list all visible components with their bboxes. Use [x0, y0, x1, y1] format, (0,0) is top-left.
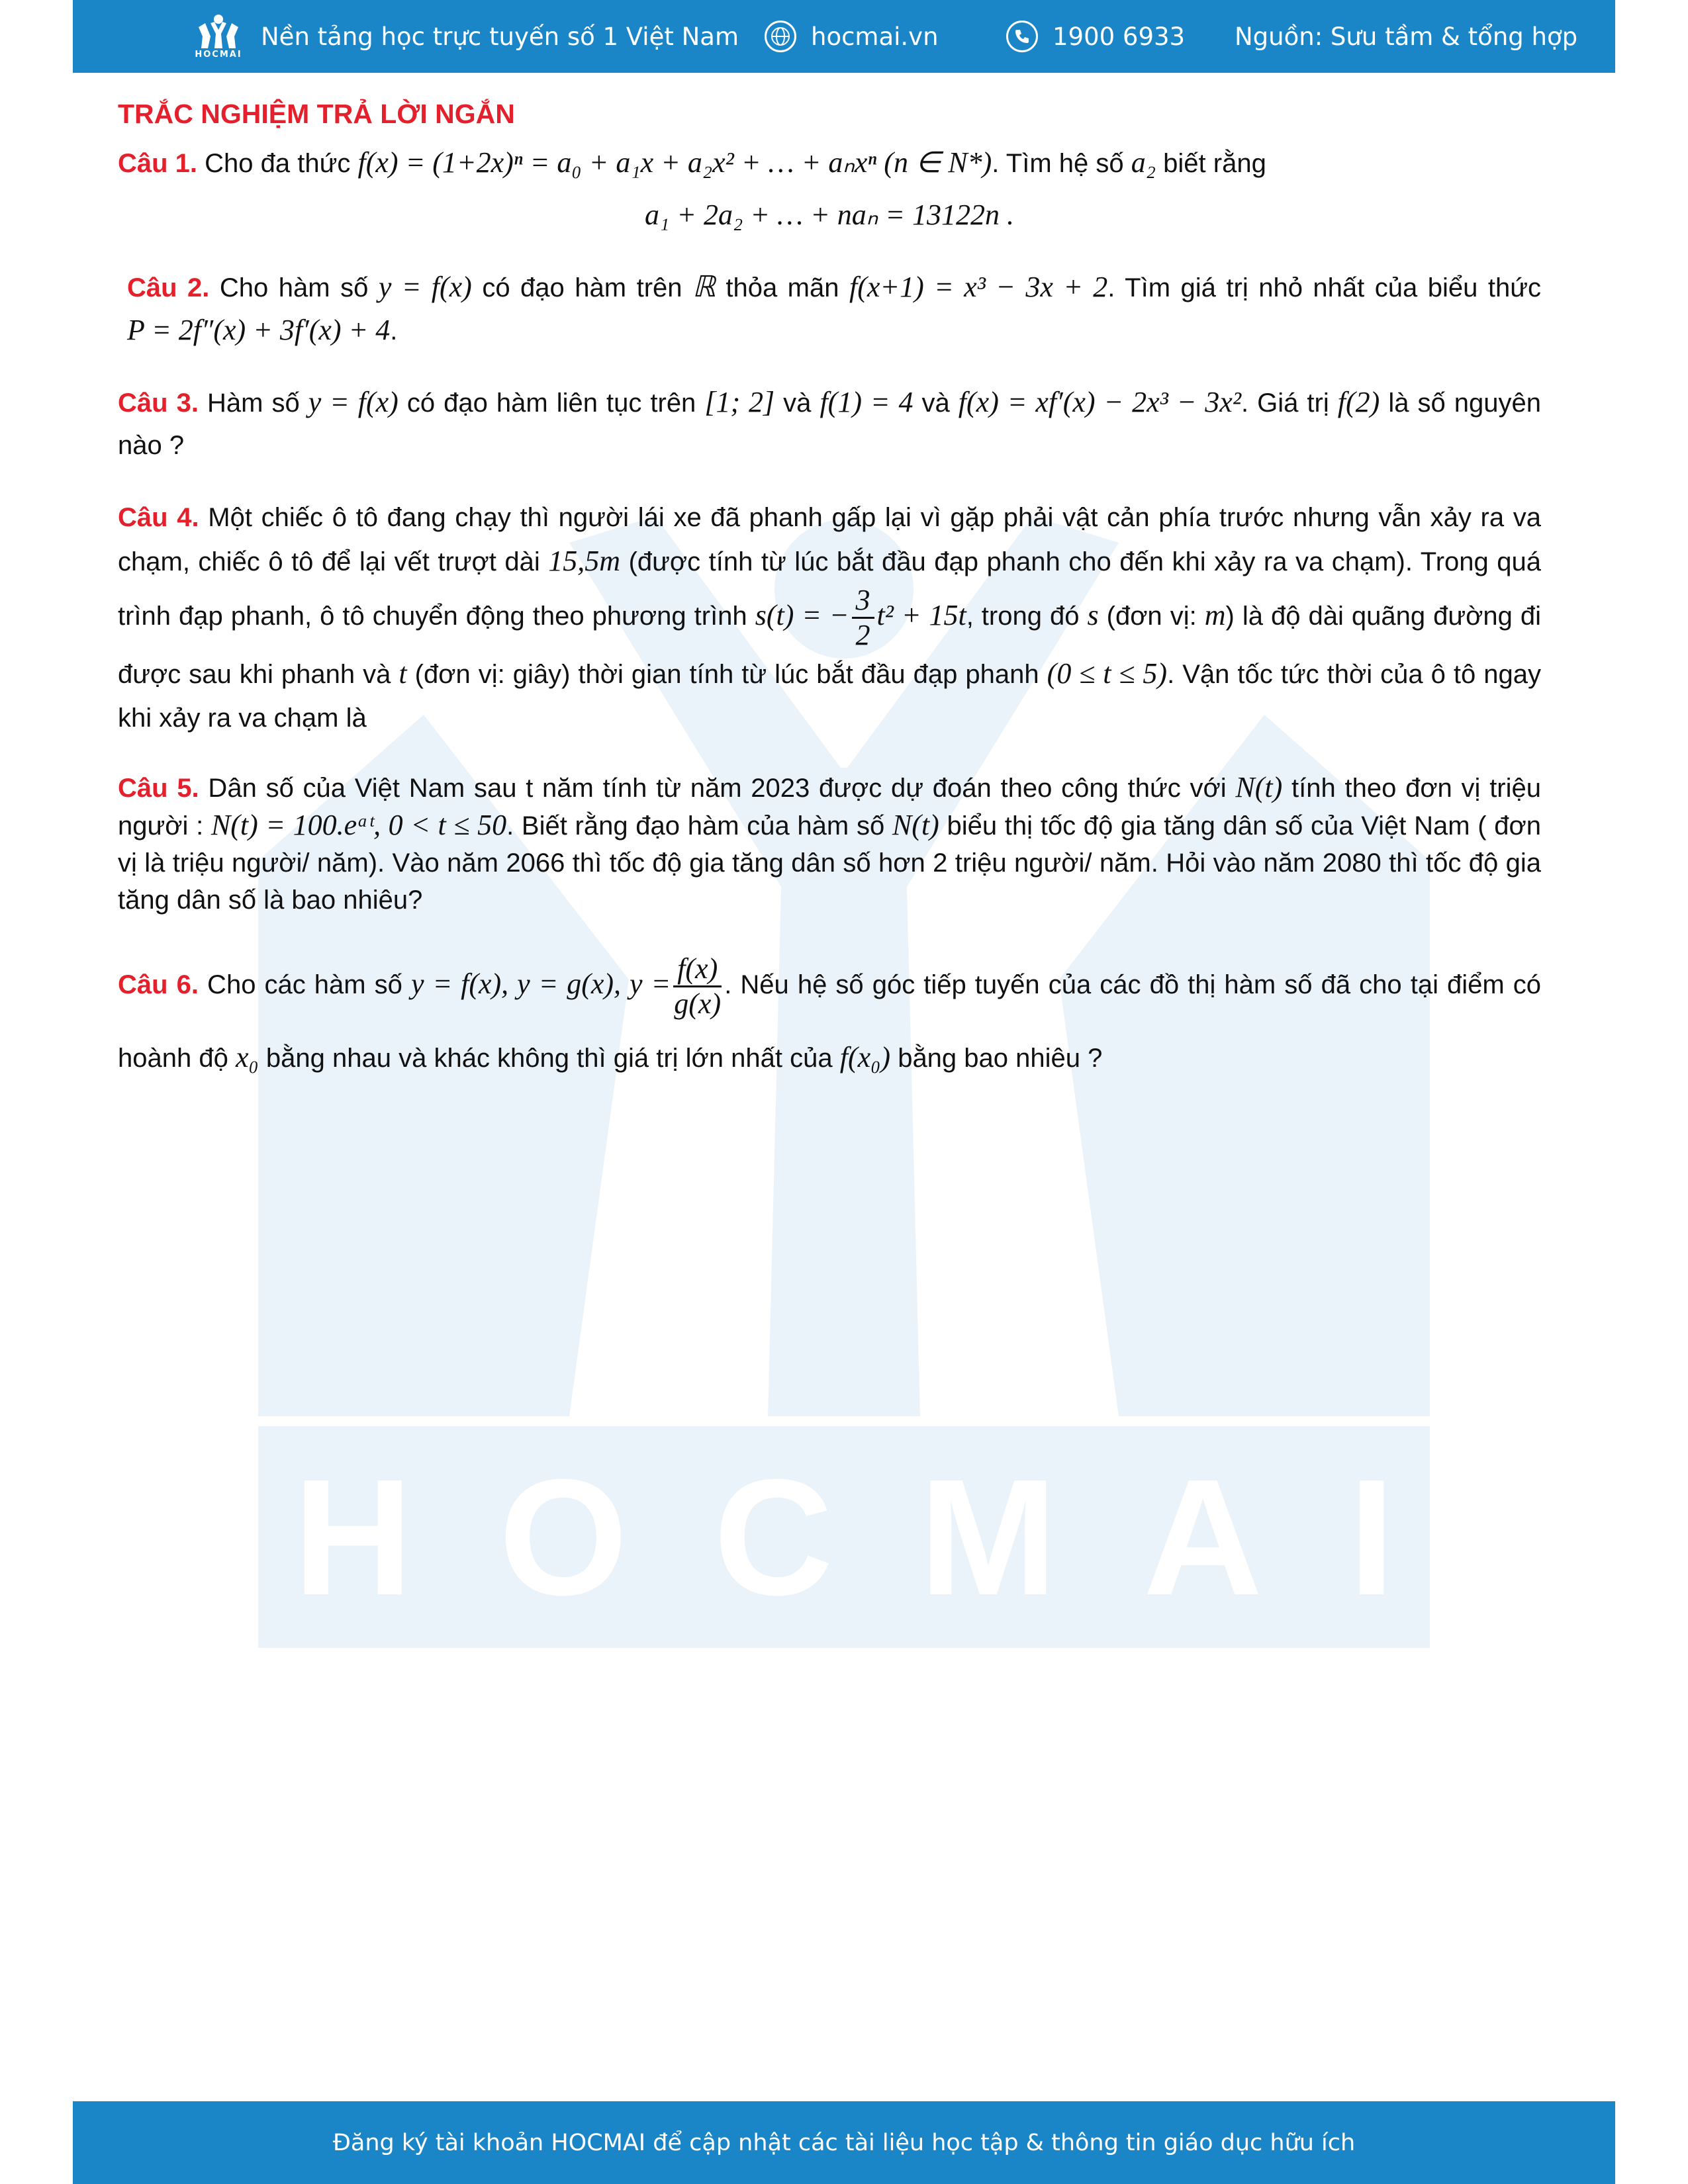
question-text: . Tìm hệ số — [992, 149, 1131, 178]
question-text: có đạo hàm trên — [471, 273, 692, 302]
question-label: Câu 1. — [118, 149, 198, 178]
watermark-banner — [258, 1426, 1481, 1648]
math-expression: s(t) = − — [755, 599, 849, 632]
question-text: . Tìm giá trị nhỏ nhất của biểu thức — [1107, 273, 1541, 302]
math-expression: f(x+1) = x³ − 3x + 2 — [849, 271, 1108, 303]
math-expression: N(t) — [1235, 771, 1283, 803]
math-expression: f(x) = xf′(x) − 2x³ − 3x² — [958, 386, 1242, 418]
question-text: . Biết rằng đạo hàm của hàm số — [506, 811, 892, 841]
question-text: ) là độ dài quãng đường đi được sau khi phanh và — [118, 602, 1541, 689]
math-expression: t² + 15t — [876, 599, 966, 632]
question-text: Cho đa thức — [197, 149, 358, 178]
math-expression: a₂ — [1131, 146, 1156, 179]
math-equation: a₁ + 2a₂ + … + naₙ = 13122n . — [644, 199, 1014, 231]
question-text: Cho các hàm số — [199, 970, 411, 999]
question-text: biểu thị tốc độ gia tăng dân số của Việt Nam ( đơn vị là triệu người/ năm). Vào năm 2066 thì tốc độ gia tăng dân số hơn 2 triệu người/ năm. Hỏi vào năm 2080 thì tốc độ gia tăng dân số là bao nhiêu? — [118, 811, 1541, 915]
header-bar — [73, 0, 1615, 73]
math-expression: s — [1087, 599, 1099, 632]
question-text: tính theo đơn vị triệu người : — [118, 774, 1542, 841]
question-3 — [118, 381, 1541, 467]
question-text: . — [390, 316, 398, 345]
question-text: Dân số của Việt Nam sau t năm tính từ năm 2023 được dự đoán theo công thức với — [199, 774, 1236, 803]
fraction — [673, 952, 722, 1021]
question-label: Câu 5. — [118, 774, 199, 803]
header-brand[interactable] — [192, 0, 739, 73]
math-expression: f(1) = 4 — [820, 386, 914, 418]
question-6 — [118, 948, 1541, 1095]
fraction — [852, 584, 874, 652]
math-expression: (0 ≤ t ≤ 5) — [1047, 657, 1168, 690]
logo-text: HOCMAI — [195, 49, 242, 60]
question-5 — [118, 769, 1541, 919]
globe-icon — [765, 21, 796, 52]
source-text: Nguồn: Sưu tầm & tổng hợp — [1235, 22, 1578, 51]
section-title: TRẮC NGHIỆM TRẢ LỜI NGẮN — [118, 99, 515, 129]
math-expression: f(x₀) — [839, 1041, 891, 1073]
question-label: Câu 6. — [118, 970, 199, 999]
question-text: bằng nhau và khác không thì giá trị lớn nhất của — [258, 1044, 840, 1073]
website-link: hocmai.vn — [811, 22, 939, 51]
fraction-numerator: 3 — [852, 584, 874, 619]
header-tagline: Nền tảng học trực tuyến số 1 Việt Nam — [261, 22, 739, 51]
question-text: có đạo hàm liên tục trên — [398, 388, 705, 418]
people-logo-icon — [197, 14, 240, 48]
math-expression: m — [1204, 599, 1226, 632]
question-text: là số nguyên nào ? — [118, 388, 1541, 460]
footer-bar — [73, 2101, 1615, 2184]
question-4 — [118, 496, 1541, 740]
question-label: Câu 3. — [118, 388, 199, 418]
question-label: Câu 4. — [118, 503, 199, 532]
math-expression: 15,5m — [548, 545, 621, 577]
question-text: và — [774, 388, 820, 418]
math-expression: y = f(x) — [378, 271, 472, 303]
question-label: Câu 2. — [127, 273, 210, 302]
question-text: . Giá trị — [1241, 388, 1338, 418]
math-expression: P = 2f″(x) + 3f′(x) + 4 — [127, 314, 391, 346]
question-text: biết rằng — [1156, 149, 1266, 178]
fraction-numerator: f(x) — [673, 952, 722, 987]
fraction-denominator: 2 — [855, 619, 870, 651]
question-text: thỏa mãn — [715, 273, 849, 302]
question-text: (đơn vị: — [1098, 602, 1205, 631]
question-text: , trong đó — [966, 602, 1088, 631]
phone-number: 1900 6933 — [1053, 22, 1186, 51]
question-text: bằng bao nhiêu ? — [890, 1044, 1103, 1073]
header-phone[interactable] — [1006, 0, 1185, 73]
math-expression: N(t) = 100.eᵃᵗ, 0 < t ≤ 50 — [211, 809, 507, 841]
math-expression: ℝ — [692, 271, 716, 303]
math-expression: [1; 2] — [704, 386, 775, 418]
math-expression: t — [399, 657, 407, 690]
question-text: (đơn vị: giây) thời gian tính từ lúc bắt đầu đạp phanh — [406, 660, 1047, 689]
header-source — [1235, 0, 1577, 73]
question-text: Một chiếc ô tô đang chạy thì người lái xe đã phanh gấp lại vì gặp phải vật cản phía trước nhưng vẫn xảy ra va chạm, chiếc ô tô để lại vết trượt dài — [118, 503, 1541, 576]
math-expression: N(t) — [892, 809, 939, 841]
watermark-text: HOCMAI — [293, 1445, 1481, 1629]
math-expression: x₀ — [235, 1041, 259, 1073]
header-website[interactable] — [765, 0, 939, 73]
footer-text: Đăng ký tài khoản HOCMAI để cập nhật các tài liệu học tập & thông tin giáo dục hữu ích — [332, 2129, 1356, 2156]
question-2 — [118, 266, 1541, 352]
math-expression: f(x) = (1+2x)ⁿ = a₀ + a₁x + a₂x² + … + aₙxⁿ (n ∈ N*) — [357, 146, 992, 179]
question-text: . Nếu hệ số góc tiếp tuyến của các đồ thị hàm số đã cho tại điểm có hoành độ — [118, 970, 1542, 1073]
math-expression: y = f(x) — [308, 386, 399, 418]
question-1 — [118, 142, 1541, 237]
math-expression: y = f(x), y = g(x), y = — [410, 968, 671, 1000]
phone-icon — [1006, 21, 1038, 52]
question-text: Hàm số — [198, 388, 308, 418]
fraction-denominator: g(x) — [674, 987, 722, 1020]
math-expression: f(2) — [1337, 386, 1380, 418]
question-text: (được tính từ lúc bắt đầu đạp phanh cho đến khi xảy ra va chạm). Trong quá trình đạp phanh, ô tô chuyển động theo phương trình — [118, 547, 1542, 631]
question-text: . Vận tốc tức thời của ô tô ngay khi xảy ra va chạm là — [118, 660, 1542, 733]
hocmai-logo — [192, 7, 245, 66]
question-text: Cho hàm số — [209, 273, 379, 302]
question-text: và — [913, 388, 959, 418]
document-body — [118, 93, 1541, 1124]
